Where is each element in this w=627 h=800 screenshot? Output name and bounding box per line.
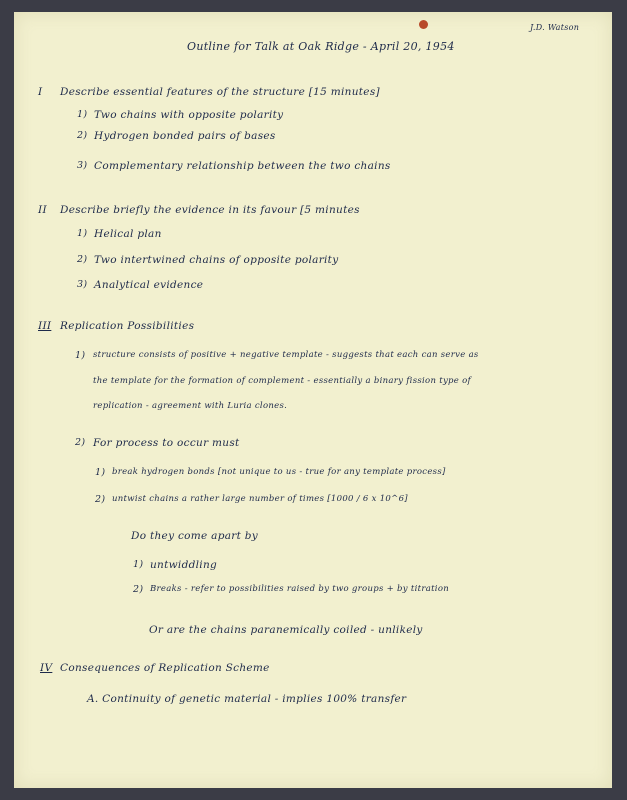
s3-question-2-num: 2) [133, 584, 144, 595]
s2-item-1: Helical plan [94, 228, 162, 240]
s2-item-3: Analytical evidence [94, 279, 204, 291]
s3-point-1-line-1: structure consists of positive + negative template - suggests that each can serve as [93, 350, 479, 360]
s1-item-3-num: 3) [77, 160, 88, 171]
s3-point-1-line-3: replication - agreement with Luria clones. [93, 401, 288, 411]
section-2-numeral: II [38, 204, 47, 216]
s2-item-2: Two intertwined chains of opposite polarity [94, 254, 339, 266]
s3-point-1-line-2: the template for the formation of complement - essentially a binary fission type of [93, 376, 471, 386]
section-4-heading: Consequences of Replication Scheme [60, 662, 270, 674]
section-3-numeral: III [38, 320, 52, 332]
s4-item-a: A. Continuity of genetic material - implies 100% transfer [87, 693, 407, 705]
s2-item-2-num: 2) [77, 254, 88, 265]
s3-question-3: Or are the chains paranemically coiled - unlikely [149, 624, 423, 636]
section-4-numeral: IV [40, 662, 53, 674]
red-ink-dot [419, 20, 428, 29]
s1-item-1-num: 1) [77, 109, 88, 120]
s3-point-2-num: 2) [75, 437, 86, 448]
s1-item-2: Hydrogen bonded pairs of bases [94, 130, 276, 142]
s1-item-2-num: 2) [77, 130, 88, 141]
s3-sub-1-num: 1) [95, 467, 106, 478]
s3-question-1-num: 1) [133, 559, 144, 570]
s3-sub-2: untwist chains a rather large number of times [1000 / 6 x 10^6] [112, 494, 408, 504]
s1-item-3: Complementary relationship between the two chains [94, 160, 391, 172]
s3-sub-1: break hydrogen bonds [not unique to us - true for any template process] [112, 467, 446, 477]
signature: J.D. Watson [530, 23, 580, 32]
s3-point-1-num: 1) [75, 350, 86, 361]
page-title: Outline for Talk at Oak Ridge - April 20, 1954 [187, 40, 455, 53]
s2-item-1-num: 1) [77, 228, 88, 239]
s1-item-1: Two chains with opposite polarity [94, 109, 284, 121]
section-1-numeral: I [38, 86, 43, 98]
section-1-heading: Describe essential features of the structure [15 minutes] [60, 86, 380, 98]
s3-question: Do they come apart by [131, 530, 259, 542]
s3-sub-2-num: 2) [95, 494, 106, 505]
s3-question-2: Breaks - refer to possibilities raised by two groups + by titration [150, 584, 450, 594]
section-3-heading: Replication Possibilities [60, 320, 195, 332]
s3-point-2-heading: For process to occur must [93, 437, 240, 449]
s3-question-1: untwiddling [150, 559, 218, 571]
s2-item-3-num: 3) [77, 279, 88, 290]
section-2-heading: Describe briefly the evidence in its favour [5 minutes [60, 204, 360, 216]
